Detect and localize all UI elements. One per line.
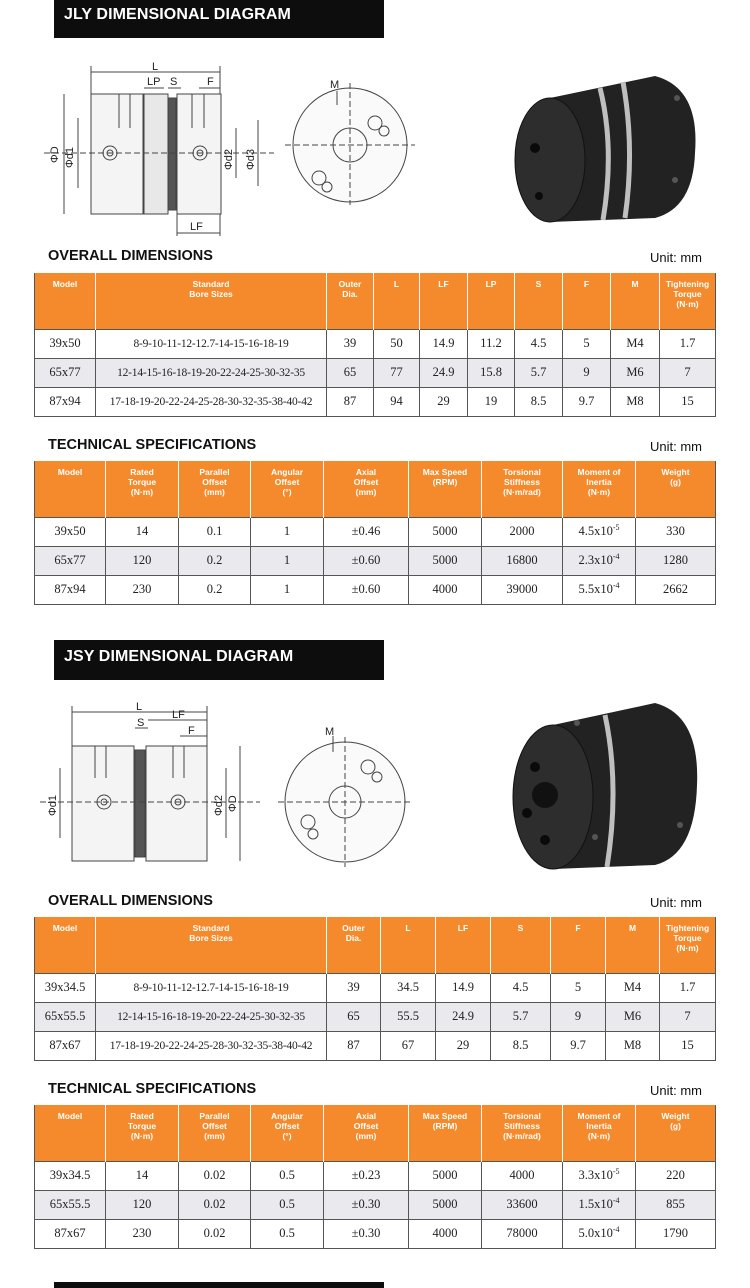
table-cell: $3.3x10^{-5}$ <box>563 1161 636 1190</box>
table-cell: 14.9 <box>420 329 468 358</box>
table-cell: 87x94 <box>35 575 106 604</box>
table-cell: 0.5 <box>251 1190 324 1219</box>
column-header: Model <box>35 273 96 329</box>
jsy-label-D: ΦD <box>227 795 239 812</box>
table-cell: 12-14-15-16-18-19-20-22-24-25-30-32-35 <box>96 358 327 387</box>
column-header: Tightening Torque (N·m) <box>660 917 716 973</box>
table-row <box>35 1161 716 1190</box>
column-header: Rated Torque (N·m) <box>106 1105 179 1161</box>
table-cell: 12-14-15-16-18-19-20-22-24-25-30-32-35 <box>96 1002 327 1031</box>
column-header: Weight (g) <box>636 1105 716 1161</box>
table-cell: 1280 <box>636 546 716 575</box>
column-header: Parallel Offset (mm) <box>179 461 251 517</box>
table-cell: M8 <box>606 1031 660 1060</box>
table-cell: 14 <box>106 517 179 546</box>
table-cell: 9 <box>551 1002 606 1031</box>
table-cell: 5000 <box>409 517 482 546</box>
table-cell: 15.8 <box>468 358 515 387</box>
jly-technical-table <box>34 461 716 605</box>
table-row <box>35 575 716 604</box>
table-row <box>35 973 716 1002</box>
table-cell: 5 <box>551 973 606 1002</box>
table-header-row <box>35 461 716 517</box>
table-cell: 5000 <box>409 546 482 575</box>
column-header: Angular Offset (°) <box>251 461 324 517</box>
table-header-row <box>35 917 716 973</box>
jsy-front-diagram <box>278 722 413 867</box>
table-cell: 0.5 <box>251 1161 324 1190</box>
jsy-side-diagram <box>40 698 260 868</box>
table-cell: 34.5 <box>381 973 436 1002</box>
column-header: M <box>606 917 660 973</box>
table-cell: M8 <box>611 387 660 416</box>
table-cell: 120 <box>106 1190 179 1219</box>
table-cell: 19 <box>468 387 515 416</box>
column-header: Angular Offset (°) <box>251 1105 324 1161</box>
next-section-banner-edge <box>54 1282 384 1288</box>
table-cell: M4 <box>611 329 660 358</box>
table-cell: M6 <box>611 358 660 387</box>
jly-label-LF: LF <box>190 221 203 233</box>
table-cell: 8-9-10-11-12-12.7-14-15-16-18-19 <box>96 973 327 1002</box>
jly-side-diagram <box>44 58 274 238</box>
jly-technical-unit: Unit: mm <box>650 439 702 454</box>
table-cell: 39 <box>327 973 381 1002</box>
jly-overall-table <box>34 273 716 417</box>
table-cell: 39x34.5 <box>35 973 96 1002</box>
table-cell: 5000 <box>409 1190 482 1219</box>
jly-overall-title: OVERALL DIMENSIONS <box>48 248 213 264</box>
table-cell: 1 <box>251 575 324 604</box>
table-cell: 120 <box>106 546 179 575</box>
table-row <box>35 1031 716 1060</box>
jsy-overall-unit: Unit: mm <box>650 895 702 910</box>
table-cell: 0.1 <box>179 517 251 546</box>
column-header: Torsional Stiffness (N·m/rad) <box>482 461 563 517</box>
table-cell: 1 <box>251 546 324 575</box>
table-cell: 5000 <box>409 1161 482 1190</box>
column-header: Max Speed (RPM) <box>409 461 482 517</box>
table-cell: 17-18-19-20-22-24-25-28-30-32-35-38-40-42 <box>96 1031 327 1060</box>
table-cell: 9.7 <box>563 387 611 416</box>
column-header: L <box>374 273 420 329</box>
table-cell: 39x50 <box>35 517 106 546</box>
table-cell: 78000 <box>482 1219 563 1248</box>
table-cell: 65 <box>327 1002 381 1031</box>
jsy-technical-title: TECHNICAL SPECIFICATIONS <box>48 1081 257 1097</box>
table-cell: 0.02 <box>179 1219 251 1248</box>
table-cell: ±0.46 <box>324 517 409 546</box>
table-cell: 65x77 <box>35 546 106 575</box>
jsy-label-d2: Φd2 <box>213 794 225 816</box>
table-cell: 330 <box>636 517 716 546</box>
table-cell: 0.02 <box>179 1190 251 1219</box>
table-cell: $1.5x10^{-4}$ <box>563 1190 636 1219</box>
table-cell: 77 <box>374 358 420 387</box>
column-header: F <box>563 273 611 329</box>
column-header: Torsional Stiffness (N·m/rad) <box>482 1105 563 1161</box>
jsy-label-M: M <box>325 726 335 738</box>
table-cell: 9 <box>563 358 611 387</box>
column-header: Parallel Offset (mm) <box>179 1105 251 1161</box>
jsy-product-photo <box>505 695 705 875</box>
column-header: LF <box>420 273 468 329</box>
column-header: Standard Bore Sizes <box>96 917 327 973</box>
table-cell: 87x67 <box>35 1219 106 1248</box>
column-header: S <box>491 917 551 973</box>
table-cell: 9.7 <box>551 1031 606 1060</box>
jly-banner-title: JLY DIMENSIONAL DIAGRAM <box>64 6 291 23</box>
table-cell: 16800 <box>482 546 563 575</box>
column-header: M <box>611 273 660 329</box>
jsy-label-d1: Φd1 <box>47 794 59 816</box>
table-row <box>35 517 716 546</box>
table-cell: 1 <box>251 517 324 546</box>
table-cell: 15 <box>660 387 716 416</box>
table-cell: 8-9-10-11-12-12.7-14-15-16-18-19 <box>96 329 327 358</box>
column-header: Standard Bore Sizes <box>96 273 327 329</box>
jsy-technical-table <box>34 1105 716 1249</box>
table-header-row <box>35 1105 716 1161</box>
table-cell: 65x55.5 <box>35 1190 106 1219</box>
jly-overall-unit: Unit: mm <box>650 250 702 265</box>
table-cell: 24.9 <box>420 358 468 387</box>
jsy-overall-title: OVERALL DIMENSIONS <box>48 893 213 909</box>
table-cell: 39000 <box>482 575 563 604</box>
table-cell: 67 <box>381 1031 436 1060</box>
table-header-row <box>35 273 716 329</box>
table-cell: $4.5x10^{-5}$ <box>563 517 636 546</box>
jly-label-d2: Φd2 <box>223 148 235 170</box>
table-cell: 0.2 <box>179 575 251 604</box>
column-header: Model <box>35 1105 106 1161</box>
table-cell: 39x34.5 <box>35 1161 106 1190</box>
table-cell: 4000 <box>409 1219 482 1248</box>
table-cell: 87 <box>327 1031 381 1060</box>
table-cell: ±0.60 <box>324 575 409 604</box>
table-cell: 1790 <box>636 1219 716 1248</box>
table-cell: 33600 <box>482 1190 563 1219</box>
column-header: LP <box>468 273 515 329</box>
column-header: Outer Dia. <box>327 273 374 329</box>
table-cell: 55.5 <box>381 1002 436 1031</box>
table-cell: 230 <box>106 1219 179 1248</box>
column-header: F <box>551 917 606 973</box>
table-row <box>35 1002 716 1031</box>
table-cell: 855 <box>636 1190 716 1219</box>
table-row <box>35 387 716 416</box>
table-cell: $5.5x10^{-4}$ <box>563 575 636 604</box>
table-cell: 4.5 <box>491 973 551 1002</box>
table-cell: ±0.30 <box>324 1190 409 1219</box>
jly-label-M: M <box>330 79 340 91</box>
column-header: Outer Dia. <box>327 917 381 973</box>
jsy-banner <box>54 640 384 680</box>
column-header: Tightening Torque (N·m) <box>660 273 716 329</box>
column-header: Max Speed (RPM) <box>409 1105 482 1161</box>
table-cell: 87 <box>327 387 374 416</box>
table-cell: 220 <box>636 1161 716 1190</box>
table-cell: 5.7 <box>515 358 563 387</box>
table-cell: 8.5 <box>515 387 563 416</box>
table-cell: $5.0x10^{-4}$ <box>563 1219 636 1248</box>
table-cell: ±0.60 <box>324 546 409 575</box>
jly-label-LP: LP <box>147 76 161 88</box>
table-cell: 87x94 <box>35 387 96 416</box>
jly-label-S: S <box>170 76 178 88</box>
table-cell: 14 <box>106 1161 179 1190</box>
table-cell: 8.5 <box>491 1031 551 1060</box>
column-header: Model <box>35 461 106 517</box>
table-cell: 4000 <box>409 575 482 604</box>
table-cell: 230 <box>106 575 179 604</box>
jly-label-d3: Φd3 <box>245 148 257 170</box>
table-cell: 5.7 <box>491 1002 551 1031</box>
table-cell: 24.9 <box>436 1002 491 1031</box>
table-row <box>35 358 716 387</box>
table-cell: 50 <box>374 329 420 358</box>
table-cell: 65x77 <box>35 358 96 387</box>
column-header: Weight (g) <box>636 461 716 517</box>
table-cell: 1.7 <box>660 973 716 1002</box>
table-cell: 5 <box>563 329 611 358</box>
column-header: Moment of Inertia (N·m) <box>563 1105 636 1161</box>
table-cell: $2.3x10^{-4}$ <box>563 546 636 575</box>
table-cell: 14.9 <box>436 973 491 1002</box>
table-cell: 4.5 <box>515 329 563 358</box>
jsy-label-F: F <box>188 725 195 737</box>
table-cell: 7 <box>660 358 716 387</box>
table-cell: 29 <box>420 387 468 416</box>
table-cell: 65 <box>327 358 374 387</box>
jly-banner <box>54 0 384 38</box>
table-row <box>35 329 716 358</box>
table-cell: 15 <box>660 1031 716 1060</box>
table-row <box>35 1190 716 1219</box>
column-header: L <box>381 917 436 973</box>
table-cell: 0.02 <box>179 1161 251 1190</box>
jsy-overall-table <box>34 917 716 1061</box>
table-cell: 7 <box>660 1002 716 1031</box>
jly-technical-title: TECHNICAL SPECIFICATIONS <box>48 437 257 453</box>
jly-product-photo <box>505 68 705 228</box>
jly-label-D: ΦD <box>49 146 61 163</box>
column-header: S <box>515 273 563 329</box>
jly-label-d1: Φd1 <box>64 146 76 168</box>
table-row <box>35 1219 716 1248</box>
table-cell: 4000 <box>482 1161 563 1190</box>
jsy-technical-unit: Unit: mm <box>650 1083 702 1098</box>
table-cell: 11.2 <box>468 329 515 358</box>
table-cell: 2662 <box>636 575 716 604</box>
jsy-banner-title: JSY DIMENSIONAL DIAGRAM <box>64 648 294 665</box>
column-header: Rated Torque (N·m) <box>106 461 179 517</box>
column-header: Moment of Inertia (N·m) <box>563 461 636 517</box>
jsy-label-S: S <box>137 717 145 729</box>
jly-label-F: F <box>207 76 214 88</box>
column-header: LF <box>436 917 491 973</box>
jsy-label-LF: LF <box>172 709 185 721</box>
table-cell: M6 <box>606 1002 660 1031</box>
column-header: Axial Offset (mm) <box>324 461 409 517</box>
table-cell: 94 <box>374 387 420 416</box>
table-cell: 17-18-19-20-22-24-25-28-30-32-35-38-40-42 <box>96 387 327 416</box>
table-cell: ±0.23 <box>324 1161 409 1190</box>
table-cell: 2000 <box>482 517 563 546</box>
table-cell: 65x55.5 <box>35 1002 96 1031</box>
table-cell: 39x50 <box>35 329 96 358</box>
table-cell: 39 <box>327 329 374 358</box>
column-header: Axial Offset (mm) <box>324 1105 409 1161</box>
jly-label-L: L <box>152 61 159 73</box>
table-row <box>35 546 716 575</box>
table-cell: 0.5 <box>251 1219 324 1248</box>
table-cell: 1.7 <box>660 329 716 358</box>
table-cell: 29 <box>436 1031 491 1060</box>
table-cell: 0.2 <box>179 546 251 575</box>
column-header: Model <box>35 917 96 973</box>
jly-front-diagram <box>285 75 415 205</box>
jsy-label-L: L <box>136 701 143 713</box>
table-cell: ±0.30 <box>324 1219 409 1248</box>
table-cell: 87x67 <box>35 1031 96 1060</box>
table-cell: M4 <box>606 973 660 1002</box>
